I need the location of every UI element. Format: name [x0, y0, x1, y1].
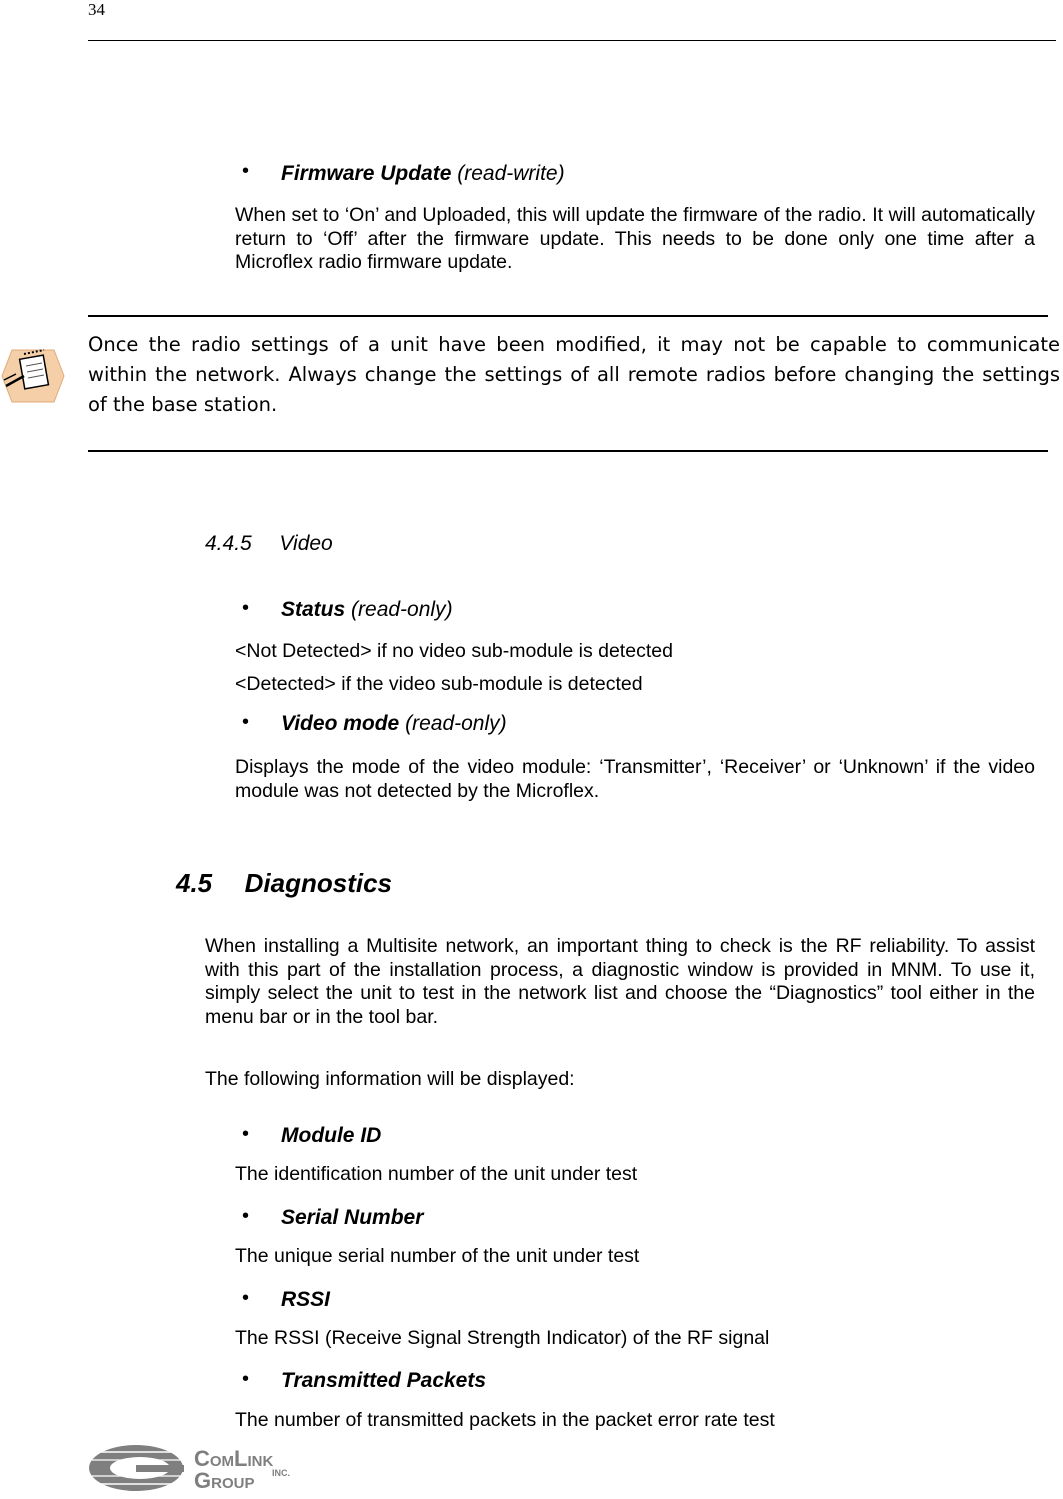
item-rssi-heading — [281, 1288, 330, 1312]
comlink-logo-icon — [88, 1440, 188, 1494]
status-heading — [281, 598, 453, 622]
logo-suffix: INC. — [272, 1468, 290, 1478]
note-top-rule — [88, 315, 1048, 317]
status-access: (read-only) — [351, 598, 453, 621]
bullet-dot: • — [242, 1205, 250, 1227]
video-mode-description: Displays the mode of the video module: ‘Transmitter’, ‘Receiver’ or ‘Unknown’ if the video module was not detected by the Microflex. — [235, 756, 1035, 802]
page-number: 34 — [88, 0, 105, 19]
status-title: Status — [281, 598, 346, 621]
bullet-dot: • — [242, 1123, 250, 1145]
item-serial-number-heading — [281, 1206, 423, 1230]
diagnostics-intro: When installing a Multisite network, an important thing to check is the RF reliability. To assist with this part of the installation process, a diagnostic window is provided in MNM. To use it, simply select the unit to test in the network list and choose the “Diagnostics” tool either in the menu bar or in the tool bar. — [205, 935, 1035, 1028]
header-rule — [88, 40, 1056, 41]
item-rssi-title: RSSI — [281, 1288, 331, 1311]
item-module-id-title: Module ID — [281, 1124, 382, 1147]
item-serial-number-description: The unique serial number of the unit under test — [235, 1245, 640, 1267]
video-subsection-number: 4.4.5 — [205, 532, 252, 555]
diagnostics-section-number: 4.5 — [176, 868, 213, 898]
note-text: Once the radio settings of a unit have been modified, it may not be capable to communicate within the network. Always change the settings of all remote radios before changing the settings of the base station. — [88, 333, 1060, 416]
video-mode-heading — [281, 712, 507, 736]
firmware-access: (read-write) — [457, 162, 565, 185]
item-module-id-description: The identification number of the unit under test — [235, 1163, 638, 1185]
notepad-icon — [0, 340, 66, 406]
video-mode-title: Video mode — [281, 712, 400, 735]
note-bottom-rule — [88, 450, 1048, 452]
diagnostics-section-title: Diagnostics — [244, 868, 392, 898]
status-line-detected: <Detected> if the video sub-module is detected — [235, 673, 643, 695]
logo-company-name: ComLink — [194, 1446, 274, 1471]
bullet-dot: • — [242, 1368, 250, 1390]
diagnostics-following: The following information will be displayed: — [205, 1068, 575, 1090]
bullet-dot: • — [242, 711, 250, 733]
logo-group-name: Group — [194, 1468, 255, 1493]
bullet-dot: • — [242, 1287, 250, 1309]
item-module-id-heading — [281, 1124, 381, 1148]
item-rssi-description: The RSSI (Receive Signal Strength Indicator) of the RF signal — [235, 1327, 770, 1349]
diagnostics-section-heading — [176, 868, 392, 899]
bullet-dot: • — [242, 160, 250, 182]
video-mode-access: (read-only) — [405, 712, 507, 735]
firmware-heading — [281, 162, 565, 186]
item-serial-number-title: Serial Number — [281, 1206, 424, 1229]
video-subsection-heading — [205, 532, 333, 556]
video-subsection-title: Video — [279, 532, 333, 555]
firmware-description: When set to ‘On’ and Uploaded, this will update the firmware of the radio. It will automatically return to ‘Off’ after the firmware update. This needs to be done only one time after a Microflex radio firmware update. — [235, 204, 1035, 273]
firmware-title: Firmware Update — [281, 162, 452, 185]
bullet-dot: • — [242, 597, 250, 619]
item-transmitted-packets-title: Transmitted Packets — [281, 1369, 487, 1392]
item-transmitted-packets-description: The number of transmitted packets in the packet error rate test — [235, 1409, 775, 1431]
item-transmitted-packets-heading — [281, 1369, 486, 1393]
status-line-not-detected: <Not Detected> if no video sub-module is detected — [235, 640, 673, 662]
